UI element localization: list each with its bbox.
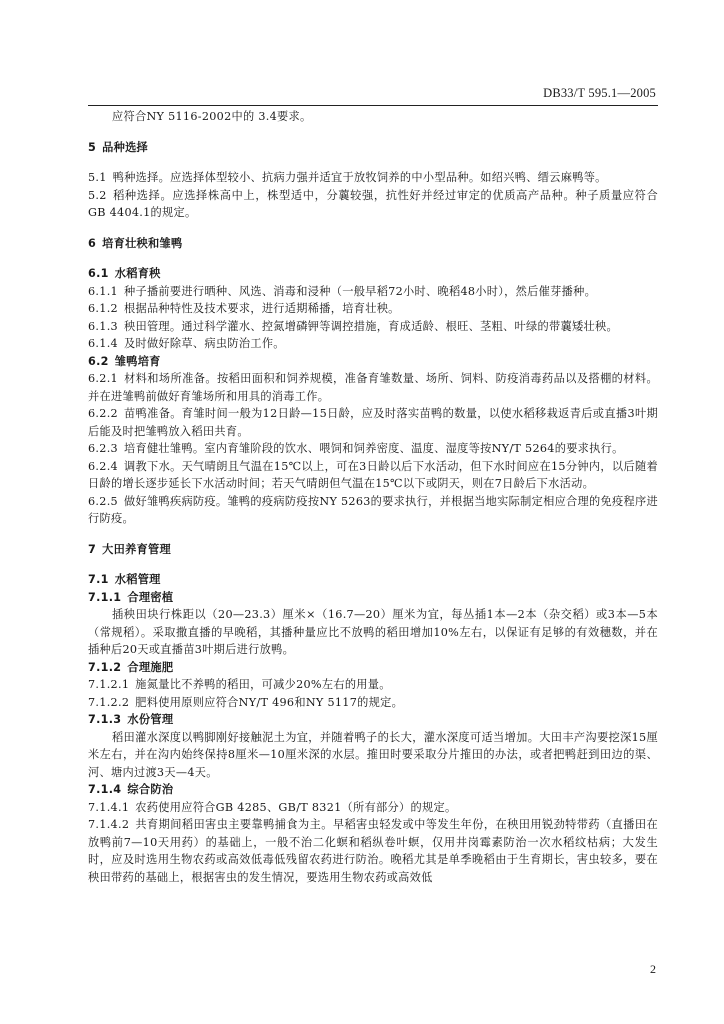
heading-text: 大田养育管理 — [102, 542, 172, 556]
heading-text: 综合防治 — [127, 783, 174, 796]
section-heading — [88, 139, 658, 157]
clause-number: 7.1.2.1 — [88, 678, 130, 691]
paragraph-text: 材料和场所准备。按稻田面积和饲养规模，准备育雏数量、场所、饲料、防疫消毒药品以及搭棚的材料。并在进雏鸭前做好育雏场所和用具的消毒工作。 — [88, 372, 658, 403]
heading-text: 品种选择 — [102, 140, 149, 154]
paragraph-text: 及时做好除草、病虫防治工作。 — [123, 337, 285, 350]
paragraph — [88, 440, 658, 458]
clause-number: 6.1.3 — [88, 319, 118, 333]
paragraph — [88, 300, 658, 318]
paragraph — [88, 676, 658, 694]
document-body — [88, 108, 658, 886]
paragraph — [88, 493, 658, 528]
section-heading — [88, 353, 658, 371]
section-heading — [88, 781, 658, 799]
paragraph — [88, 606, 658, 659]
clause-number: 7.1.4 — [88, 783, 122, 796]
paragraph-text: 共育期间稻田害虫主要靠鸭捕食为主。早稻害虫轻发或中等发生年份，在秧田用锐劲特带药（直播田在放鸭前7—10天用药）的基础上，一般不治二化螟和稻纵卷叶螟，仅用井岗霉素防治一次水稻纹枯病；大发生时，应及时选用生物农药或高效低毒低残留农药进行防治。晚稻尤其是单季晚稻由于生育期长，害虫较多，要在秧田带药的基础上，根据害虫的发生情况，要选用生物农药或高效低 — [88, 818, 658, 884]
section-heading — [88, 265, 658, 283]
paragraph-text: 稻种选择。应选择株高中上，株型适中，分蘘较强，抗性好并经过审定的优质高产品种。种子质量应符合GB 4404.1的规定。 — [88, 188, 658, 219]
paragraph-text: 秧田管理。通过科学灌水、控氮增磷钾等调控措施，育成适龄、根旺、茎粗、叶绿的带蘘矮壮秧。 — [123, 319, 618, 333]
clause-number: 6.1.2 — [88, 302, 118, 315]
header-divider — [88, 105, 658, 106]
heading-text: 雏鸭培育 — [114, 354, 161, 368]
paragraph — [88, 318, 658, 336]
section-heading — [88, 659, 658, 677]
paragraph — [88, 370, 658, 405]
clause-number: 7.1.1 — [88, 590, 122, 604]
clause-number: 6.2.1 — [88, 372, 118, 385]
clause-number: 6.1.1 — [88, 284, 118, 298]
document-code: DB33/T 595.1—2005 — [543, 86, 656, 100]
clause-number: 6.2.4 — [88, 459, 118, 473]
clause-number: 5.2 — [88, 188, 107, 202]
clause-number: 5 — [88, 140, 97, 154]
heading-text: 水稻育秧 — [114, 267, 161, 280]
clause-number: 7.1.4.2 — [88, 818, 130, 831]
paragraph — [88, 187, 658, 222]
paragraph-text: 肥料使用原则应符合NY/T 496和NY 5117的规定。 — [135, 695, 404, 709]
page-number: 2 — [650, 962, 656, 976]
heading-text: 合理施肥 — [127, 660, 174, 674]
paragraph — [88, 694, 658, 712]
paragraph-text: 应符合NY 5116-2002中的 3.4要求。 — [112, 110, 312, 123]
clause-number: 5.1 — [88, 171, 107, 184]
heading-text: 合理密植 — [127, 590, 174, 604]
paragraph-text: 农药使用应符合GB 4285、GB/T 8321（所有部分）的规定。 — [135, 800, 457, 814]
paragraph-text: 施氮量比不养鸭的稻田，可减少20%左右的用量。 — [135, 678, 391, 691]
clause-number: 7 — [88, 542, 97, 556]
clause-number: 6 — [88, 236, 97, 250]
paragraph-text: 鸭种选择。应选择体型较小、抗病力强并适宜于放牧饲养的中小型品种。如绍兴鸭、缙云麻鸭等。 — [112, 171, 607, 184]
clause-number: 7.1.4.1 — [88, 800, 130, 814]
clause-number: 6.2 — [88, 354, 109, 368]
paragraph-text: 苗鸭准备。育雏时间一般为12日龄—15日龄，应及时落实苗鸭的数量，以使水稻移栽返青后或直播3叶期后能及时把雏鸭放入稻田共育。 — [88, 407, 658, 438]
section-heading — [88, 235, 658, 253]
clause-number: 7.1.2 — [88, 660, 122, 674]
paragraph-text: 做好雏鸭疾病防疫。雏鸭的疫病防疫按NY 5263的要求执行，并根据当地实际制定相应合理的免疫程序进行防疫。 — [88, 494, 658, 525]
paragraph-text: 培育健壮雏鸭。室内育雏阶段的饮水、喂饲和饲养密度、温度、湿度等按NY/T 5264的要求执行。 — [123, 442, 624, 455]
clause-number: 6.1 — [88, 267, 109, 280]
paragraph — [88, 335, 658, 353]
heading-text: 水稻管理 — [114, 573, 161, 586]
clause-number: 6.2.2 — [88, 407, 118, 420]
section-heading — [88, 589, 658, 607]
paragraph — [88, 405, 658, 440]
paragraph — [88, 816, 658, 886]
paragraph — [88, 169, 658, 187]
clause-number: 6.2.5 — [88, 494, 118, 508]
section-heading — [88, 541, 658, 559]
section-heading — [88, 571, 658, 589]
paragraph-text: 插秧田块行株距以（20—23.3）厘米×（16.7—20）厘米为宜，每丛插1本—2本（杂交稻）或3本—5本（常规稻）。采取撒直播的早晚稻，其播种量应比不放鸭的稻田增加10%左右，以保证有足够的有效穗数，并在插种后20天或直播苗3叶期后进行放鸭。 — [88, 608, 658, 656]
clause-number: 7.1 — [88, 573, 109, 586]
clause-number: 7.1.3 — [88, 713, 122, 726]
heading-text: 培育壮秧和雏鸭 — [102, 236, 183, 250]
paragraph — [88, 108, 658, 126]
paragraph — [88, 729, 658, 782]
paragraph — [88, 283, 658, 301]
section-heading — [88, 711, 658, 729]
heading-text: 水份管理 — [127, 713, 174, 726]
paragraph — [88, 799, 658, 817]
paragraph-text: 稻田灌水深度以鸭脚刚好接触泥土为宜，并随着鸭子的长大，灌水深度可适当增加。大田丰产沟要挖深15厘米左右，并在沟内始终保持8厘米—10厘米深的水层。搉田时要采取分片搉田的办法，或者把鸭赶到田边的渠、河、塘内过渡3天—4天。 — [88, 730, 658, 779]
paragraph-text: 调教下水。天气晴朗且气温在15℃以上，可在3日龄以后下水活动，但下水时间应在15分钟内，以后随着日龄的增长逐步延长下水活动时间；若天气晴朗但气温在15℃以下或阴天，则在7日龄后下水活动。 — [88, 459, 658, 490]
clause-number: 7.1.2.2 — [88, 695, 130, 709]
clause-number: 6.1.4 — [88, 337, 118, 350]
clause-number: 6.2.3 — [88, 442, 118, 455]
paragraph-text: 种子播前要进行晒种、风选、消毒和浸种（一般早稻72小时、晚稻48小时），然后催芽播种。 — [123, 284, 597, 298]
paragraph — [88, 458, 658, 493]
paragraph-text: 根据品种特性及技术要求，进行适期稀播，培育壮秧。 — [123, 302, 400, 315]
